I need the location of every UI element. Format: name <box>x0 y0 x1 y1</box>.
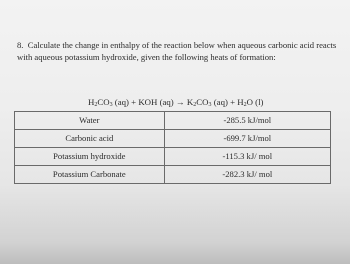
heat-value-cell: -115.3 kJ/ mol <box>164 148 330 166</box>
reaction-equation: $H_2CO_3$ (aq) + KOH $(aq) \to K_2CO_3$ $(aq) + H_2O$ (l) <box>88 97 264 108</box>
question-text <box>17 39 345 63</box>
table-row <box>15 130 331 148</box>
question-number: 8. <box>17 40 24 50</box>
table-row <box>15 166 331 184</box>
heat-value-cell: -699.7 kJ/mol <box>164 130 330 148</box>
substance-cell: Carbonic acid <box>15 130 165 148</box>
table-row <box>15 112 331 130</box>
table-row <box>15 148 331 166</box>
heats-of-formation-table <box>14 111 331 184</box>
substance-cell: Potassium Carbonate <box>15 166 165 184</box>
heat-value-cell: -285.5 kJ/mol <box>164 112 330 130</box>
substance-cell: Potassium hydroxide <box>15 148 165 166</box>
question-body: Calculate the change in enthalpy of the reaction below when aqueous carbonic acid reacts with aqueous potassium hydroxide, given the following heats of formation: <box>17 40 337 62</box>
substance-cell: Water <box>15 112 165 130</box>
heat-value-cell: -282.3 kJ/ mol <box>164 166 330 184</box>
